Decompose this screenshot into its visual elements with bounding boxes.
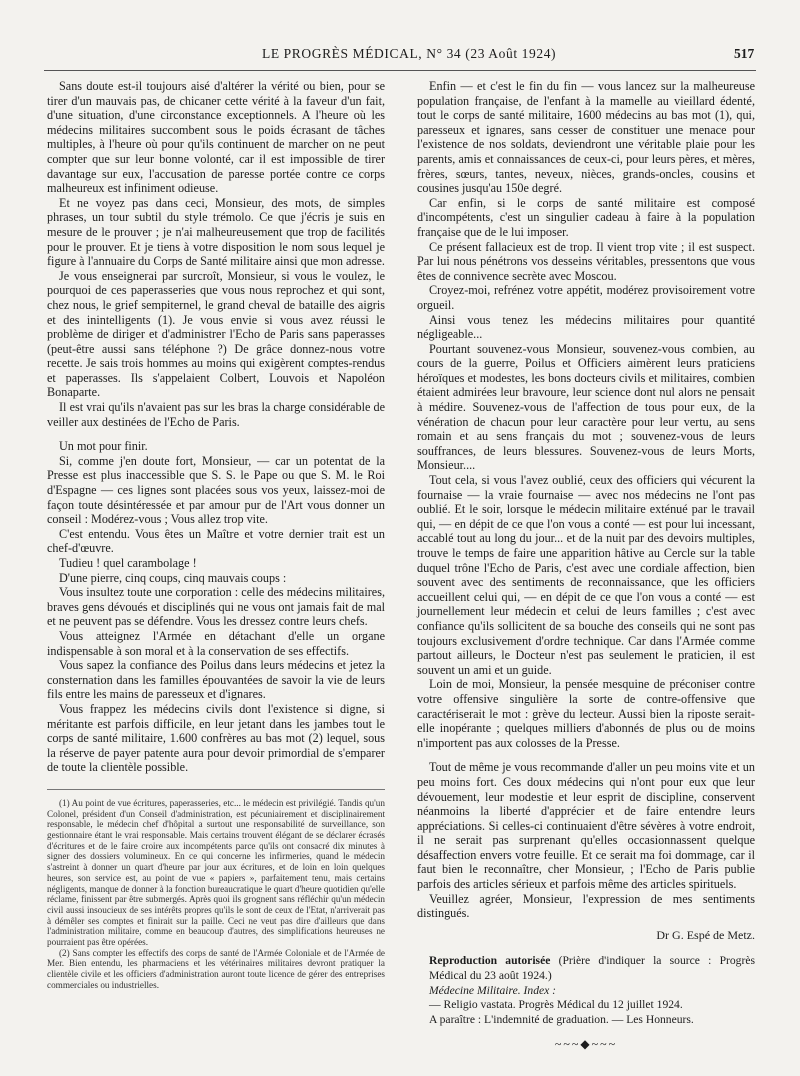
footnote: (2) Sans compter les effectifs des corps de santé de l'Armée Coloniale et de l'Armée de Mer. Bien entendu, les pharmaciens et les vétérinaires militaires devront pratiquer la clientèle civile et les officiers d'administration auront toute licence de gérer des entreprises commerciales ou industrielles. xyxy=(47,947,385,990)
paragraph: Pourtant souvenez-vous Monsieur, souvenez-vous combien, au cours de la guerre, Poilus et Officiers aimèrent leurs praticiens héroïques et modestes, les bons docteurs civils et militaires, combien étaient admirées leur bravoure, leur science dont nul alors ne pensait à médire. Souvenez-vous de l'affection de tous pour eux, de la vénération de chacun pour leur caractère pour leur vertu, au sens romain et au sens français du mot ; souvenez-vous de leurs souffrances, de leurs blessures. Souvenez-vous de leurs Morts, Monsieur.... xyxy=(417,341,755,473)
paragraph: Tout cela, si vous l'avez oublié, ceux des officiers qui vécurent la fournaise — la vraie fournaise — avec nos médecins ne l'ont pas oublié. Et le soir, lorsque le médecin militaire exténué par le travail qui, — en dépit de ce que l'on vous a conté — est pour lui incessant, accablé tout au long du jour... et de la nuit par des devoirs multiples, trouve le temps de faire une apparition hâtive au Cercle sur la table duquel trône l'Echo de Paris, c'est avec une cordiale affection, bien souvent avec des sentiments de reconnaissance, que les officiers accueillent celui qui, — en dépit de ce que l'on vous a conté — est journellement leur médecin et celui de leurs familles ; c'est avec confiance qu'ils sollicitent de sa bouche des conseils qui ne sont pas toujours exclusivement d'ordre technique. Car dans l'Armée comme partout ailleurs, le Docteur n'est pas seulement le praticien, il est souvent un ami et un guide. xyxy=(417,473,755,677)
paragraph: Tudieu ! quel carambolage ! xyxy=(59,556,197,570)
left-column xyxy=(47,79,385,991)
paragraph: Ce présent fallacieux est de trop. Il vient trop vite ; il est suspect. Par lui nous pénétrons vos desseins véritables, pressentons que vous êtes de connivence secrète avec Moscou. xyxy=(417,239,755,283)
journal-title: LE PROGRÈS MÉDICAL, N° 34 (23 Août 1924) xyxy=(262,46,557,61)
index-heading: Médecine Militaire. Index : xyxy=(429,983,557,997)
paragraph: Un mot pour finir. xyxy=(59,439,148,454)
reproduction-notice xyxy=(417,954,755,1027)
paragraph: Vous sapez la confiance des Poilus dans leurs médecins et jetez la consternation dans les familles épouvantées de savoir la vie de leurs fils entre les mains de paresseux et d'ignares. xyxy=(47,658,385,702)
paragraph: Vous frappez les médecins civils dont l'existence si digne, si méritante est parfois difficile, en leur jetant dans les jambes tout le corps de santé militaire, 1.600 confrères au bas mot (2) lequel, sous la réserve de payer patente aura pour devoir primordial de s'emparer de toute la clientèle possible. xyxy=(47,701,385,775)
paragraph: Sans doute est-il toujours aisé d'altérer la vérité ou bien, pour se tirer d'un mauvais pas, de chicaner cette vérité à la faveur d'un fait, d'une situation, d'une circonstance exceptionnels. A l'heure où les médecins militaires succombent sous le poids écrasant de tâches multiples, à l'heure où pour qu'ils continuent de marcher on ne peut compter que sur leur bonne volonté, car il est impossible de tirer davantage sur eux, l'accusation de paresse portée contre ce corps malheureux est infiniment odieuse. xyxy=(47,79,385,196)
paragraph: Veuillez agréer, Monsieur, l'expression de mes sentiments distingués. xyxy=(417,891,755,921)
ornament-divider: ~~~◆~~~ xyxy=(554,1037,618,1052)
paragraph: C'est entendu. Vous êtes un Maître et votre dernier trait est un chef-d'œuvre. xyxy=(47,526,385,556)
paragraph: Il est vrai qu'ils n'avaient pas sur les bras la charge considérable de veiller aux destinées de l'Echo de Paris. xyxy=(47,400,385,429)
paragraph: Et ne voyez pas dans ceci, Monsieur, des mots, de simples phrases, un tour subtil du style trémolo. Ce que j'écris je suis en mesure de le prouver ; je n'ai malheureusement que trop de facilités pour le prouver. Et je tiens à votre disposition le nom sous lequel je figure à l'annuaire du Corps de Santé militaire ainsi que mon adresse. xyxy=(47,195,385,269)
paragraph: Loin de moi, Monsieur, la pensée mesquine de préconiser contre votre offensive singulière la sorte de contre-offensive que caractériserait le mot : grève du lecteur. Aussi bien la riposte serait-elle inopérante ; quelques milliers d'abonnés de plus ou de moins n'importent pas aux colosses de la Presse. xyxy=(417,677,755,750)
paragraph: Tout de même je vous recommande d'aller un peu moins vite et un peu moins fort. Ces doux médecins qui n'ont pour eux que leur dévouement, leur modestie et leur esprit de discipline, conservent néanmoins la liberté d'apprécier et de faire entendre leurs appréciations. Si celles-ci continuaient d'être sévères à votre endroit, il ne serait pas surprenant qu'elles occasionnassent quelque désaffection envers votre feuille. Et ce serait ma foi dommage, car il faut bien le reconnaître, cher Monsieur, ; l'Echo de Paris publie parfois des articles sérieux et parfois même des articles spirituels. xyxy=(417,760,755,892)
header-rule xyxy=(44,70,756,71)
running-header xyxy=(0,46,800,66)
reproduction-title: Reproduction autorisée xyxy=(429,954,551,968)
paragraph: Car enfin, si le corps de santé militaire est composé d'incompétents, c'est un singulier cadeau à faire à la population française que de le lui imposer. xyxy=(417,195,755,239)
paragraph: Vous atteignez l'Armée en détachant d'elle un organe indispensable à son moral et à la conservation de ses effectifs. xyxy=(47,628,385,658)
footnotes xyxy=(47,789,385,991)
reproduction-note: (Prière d'indiquer la source : Progrès Médical du 23 août 1924.) xyxy=(429,954,755,983)
paragraph: D'une pierre, cinq coups, cinq mauvais coups : xyxy=(59,570,287,585)
right-column xyxy=(417,79,755,1052)
paragraph: Enfin — et c'est le fin du fin — vous lancez sur la malheureuse population française, de l'enfant à la mamelle au vieillard édenté, tout le corps de santé militaire, 1600 médecins au bas mot (1), qui, paresseux et ignares, sans cesser de constituer une menace pour l'existence de nos soldats, deviendront une véritable plaie pour les parents, amis et connaissances de ceux-ci, pour leurs pères, et mères, frères, sœurs, tantes, neveux, nièces, grands-oncles, cousins et cousines jusqu'au 150e degré. xyxy=(417,79,755,196)
paragraph: Vous insultez toute une corporation : celle des médecins militaires, braves gens dévoués et disciplinés qui ne vous ont jamais fait de mal et ne peuvent pas se défendre. Vous les dressez contre leurs chefs. xyxy=(47,585,385,629)
paragraph: Si, comme j'en doute fort, Monsieur, — car un potentat de la Presse est plus inaccessible que S. S. le Pape ou que S. M. le Roi d'Espagne — ces lignes sont placées sous vos yeux, laissez-moi de façon toute désintéressée et par amour pur de l'Art vous donner un conseil : Modérez-vous ; Vous allez trop vite. xyxy=(47,453,385,527)
paragraph: Ainsi vous tenez les médecins militaires pour quantité négligeable... xyxy=(417,312,755,342)
index-item: A paraître : L'indemnité de graduation. — Les Honneurs. xyxy=(429,1012,694,1026)
index-item: — Religio vastata. Progrès Médical du 12 juillet 1924. xyxy=(429,998,683,1012)
paragraph: Croyez-moi, refrénez votre appétit, modérez provisoirement votre orgueil. xyxy=(417,283,755,312)
page-number: 517 xyxy=(734,46,755,61)
paragraph: Je vous enseignerai par surcroît, Monsieur, si vous le voulez, le pourquoi de ces paperasseries que vous nous reprochez et qui sont, chez nous, le grief sempiternel, le grand cheval de bataille des aigris et des inintelligents (1). Je vous envie si vous avez réussi le problème de diriger et d'administrer l'Echo de Paris sans paperasses (peut-être aussi sans téléphone ?) De grâce donnez-nous votre recette. Je sais trois hommes au moins qui exigèrent comptes-rendus et paperasses. Ils s'appelaient Colbert, Louvois et Napoléon Bonaparte. xyxy=(47,268,385,400)
footnote: (1) Au point de vue écritures, paperasseries, etc... le médecin est privilégié. Tandis qu'un Colonel, président d'un Conseil d'administration, est pécuniairement et disciplinairement responsable, le médecin chef d'hôpital a surtout une responsabilité de surveillance, son gestionnaire étant le vrai responsable. Mais certains trouvent élégant de se déclarer écrasés d'écritures et de le faire croire aux incompétents parce qu'ils ont consacré dix minutes à signer des dossiers volumineux. En ce qui concerne les infirmeries, quand le médecin s'astreint à donner un quart d'heure par jour aux écritures, et de loin en loin quelques heures, son service est, au point de vue « papiers », parfaitement tenu, mais certains négligents, manque de donner à la fonction bureaucratique le quart d'heure quotidien qu'elle réclame, finissent par être submergés. Après quoi ils grognent sans réfléchir qu'un médecin civil aussi insoucieux de ses intérêts propres qu'ils le sont de ceux de l'Etat, n'arriverait pas à démêler ses comptes et finirait sur la paille. Ceci ne veut pas dire d'ailleurs que dans l'administration militaire, comme en beaucoup d'autres, des simplifications heureuses ne pourraient pas être opérées. xyxy=(47,797,385,948)
signature: Dr G. Espé de Metz. xyxy=(656,927,755,942)
